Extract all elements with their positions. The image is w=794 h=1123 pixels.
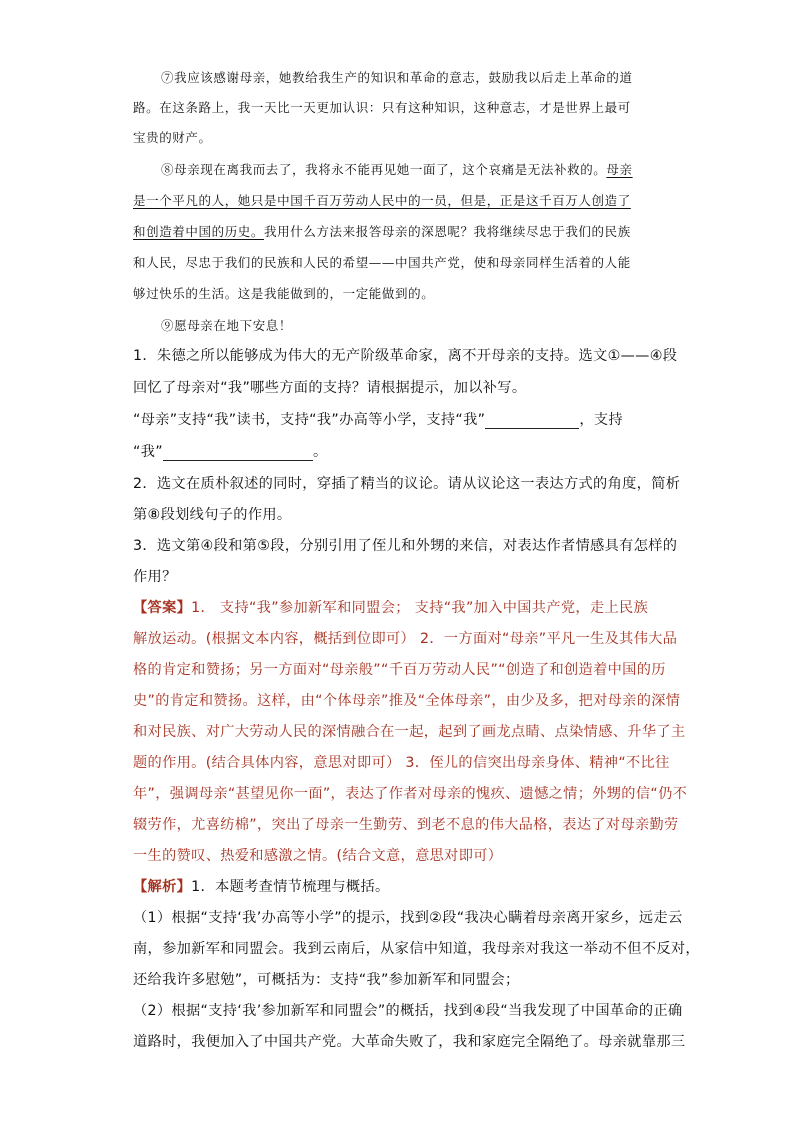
answer-line3: 格的肯定和赞扬；另一方面对“母亲般”“千百万劳动人民”“创造了和创造着中国的历: [133, 662, 666, 678]
answer-line8: 辍劳作，尤喜纺棉”，突出了母亲一生勤劳、到老不息的伟大品格，表达了对母亲勤劳: [133, 817, 679, 833]
analysis-first: 1．本题考查情节梳理与概括。: [191, 879, 390, 895]
analysis-line4: 还给我许多慰勉”，可概括为：支持“我”参加新军和同盟会；: [133, 972, 520, 988]
analysis-line5: （2）根据“支持‘我’参加新军和同盟会”的概括，找到④段“当我发现了中国革命的正确: [133, 1003, 683, 1019]
analysis-line1: [133, 875, 663, 899]
question-1-fill-line2: [133, 440, 663, 464]
passage-p8-underlined-start: 母亲: [606, 162, 633, 177]
answer-line1: [133, 596, 663, 620]
analysis-tag: 【解析】: [133, 879, 192, 895]
passage-p8-line2-underlined: 是一个平凡的人，她只是中国千百万劳动人民中的一员，但是，正是这千百万人创造了: [133, 193, 631, 208]
answer-line4: 史”的肯定和赞扬。这样，由“个体母亲”推及“全体母亲”，由少及多，把对母亲的深情: [133, 693, 681, 709]
fill-mid: ，支持: [579, 412, 623, 428]
question-2-line2: 第⑧段划线句子的作用。: [133, 507, 292, 523]
answer-line6: 题的作用。(结合具体内容，意思对即可） 3．侄儿的信突出母亲身体、精神“不比往: [133, 755, 670, 771]
passage-p8-line1: [161, 158, 691, 182]
passage-p8-plain: ⑧母亲现在离我而去了，我将永不能再见她一面了，这个哀痛是无法补救的。: [161, 162, 607, 177]
question-1-fill-line: [133, 408, 663, 432]
passage-p8-line4: 和人民，尽忠于我们的民族和人民的希望——中国共产党，使和母亲同样生活着的人能: [133, 255, 631, 270]
passage-p7-line1: ⑦我应该感谢母亲，她教给我生产的知识和革命的意志，鼓励我以后走上革命的道: [161, 70, 633, 85]
answer-first: 1． 支持“我”参加新军和同盟会； 支持“我”加入中国共产党，走上民族: [191, 600, 649, 616]
passage-p8-plain-tail: 我用什么方法来报答母亲的深恩呢？我将继续尽忠于我们的民族: [264, 224, 631, 239]
answer-blank-2[interactable]: [163, 444, 313, 461]
passage-p8-line3: [133, 220, 663, 244]
passage-p8-underlined-end: 和创造着中国的历史。: [133, 224, 265, 239]
analysis-line6: 道路时，我便加入了中国共产党。大革命失败了，我和家庭完全隔绝了。母亲就靠那三: [133, 1034, 686, 1050]
answer-line2: 解放运动。(根据文本内容，概括到位即可） 2．一方面对“母亲”平凡一生及其伟大品: [133, 631, 678, 647]
question-3-line2: 作用？: [133, 569, 177, 585]
passage-p7-line2: 路。在这条路上，我一天比一天更加认识：只有这种知识，这种意志，才是世界上最可: [133, 100, 631, 115]
fill-prefix: “母亲”支持“我”读书，支持“我”办高等小学，支持“我”: [133, 412, 486, 428]
passage-p9: ⑨愿母亲在地下安息！: [161, 318, 293, 333]
question-3-line1: 3．选文第④段和第⑤段，分别引用了侄儿和外甥的来信，对表达作者情感具有怎样的: [133, 538, 678, 554]
answer-line5: 和对民族、对广大劳动人民的深情融合在一起，起到了画龙点睛、点染情感、升华了主: [133, 724, 686, 740]
passage-p8-line5: 够过快乐的生活。这是我能做到的，一定能做到的。: [133, 286, 435, 301]
analysis-line3: 南，参加新军和同盟会。我到云南后，从家信中知道，我母亲对我这一举动不但不反对，: [133, 941, 700, 957]
passage-p7-line3: 宝贵的财产。: [133, 130, 212, 145]
answer-tag: 【答案】: [133, 600, 192, 616]
question-2-line1: 2．选文在质朴叙述的同时，穿插了精当的议论。请从议论这一表达方式的角度，简析: [133, 476, 681, 492]
answer-line9: 一生的赞叹、热爱和感激之情。(结合文意，意思对即可）: [133, 848, 503, 864]
question-1-line1: 1．朱德之所以能够成为伟大的无产阶级革命家，离不开母亲的支持。选文①——④段: [133, 348, 678, 364]
fill-subject: “我”: [133, 444, 163, 460]
analysis-line2: （1）根据“支持‘我’办高等小学”的提示，找到②段“我决心瞒着母亲离开家乡，远走云: [133, 910, 683, 926]
question-1-line2: 回忆了母亲对“我”哪些方面的支持？请根据提示，加以补写。: [133, 380, 527, 396]
answer-line7: 年”，强调母亲“甚望见你一面”，表达了作者对母亲的愧疚、遗憾之情；外甥的信“仍不: [133, 786, 688, 802]
fill-end: 。: [312, 444, 328, 460]
answer-blank-1[interactable]: [485, 412, 579, 429]
